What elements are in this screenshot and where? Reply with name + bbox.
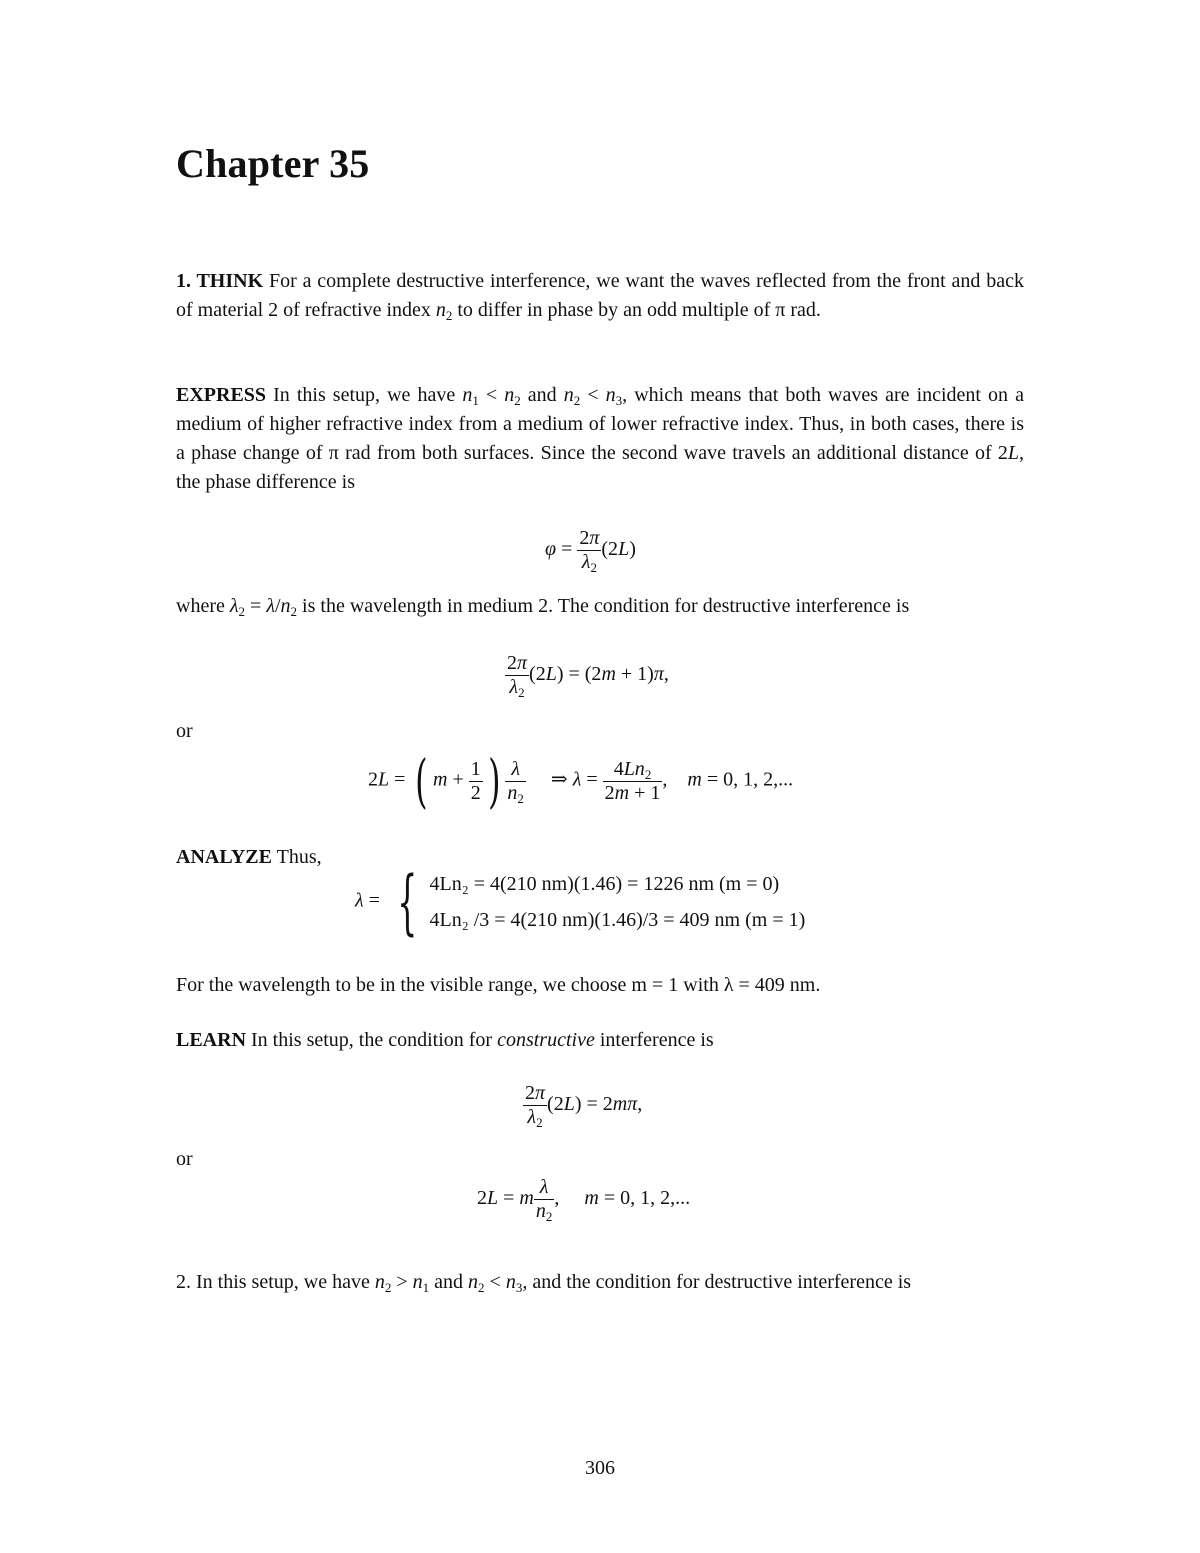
analyze-paragraph: ANALYZE Thus,: [176, 846, 322, 868]
constructive-emphasis: constructive: [497, 1029, 595, 1051]
intro-text-end: to differ in phase by an odd multiple of π rad.: [452, 299, 821, 321]
express-paragraph: EXPRESS In this setup, we have $n_1 < n_2$ and $n_2 < n_3$, which means that both waves are incident on a medium of higher refractive index from a medium of lower refractive index. Thus, in both cases, there is a phase change of π rad from both surfaces. Since the second wave travels an additional distance of 2L, the phase difference is: [176, 384, 1025, 493]
chapter-title: Chapter 35: [176, 141, 370, 186]
equation-constructive-length: 2L = m $\frac{\lambda}{n_2}$ , m = 0, 1, 2,...: [477, 1176, 691, 1224]
learn-label: LEARN: [176, 1029, 247, 1051]
analyze-label: ANALYZE: [176, 846, 272, 868]
case-m1: 4Ln₂ /3 = 4(210 nm)(1.46)/3 = 409 nm (m = 1): [429, 909, 806, 931]
equation-destructive-condition: $\frac{2\pi}{\lambda_2}$ (2L) = (2m + 1)π,: [507, 652, 669, 700]
equation-cases: λ = { 4Ln₂ = 4(210 nm)(1.46) = 1226 nm (m = 0) 4Ln₂ /3 = 4(210 nm)(1.46)/3 = 409 nm (m = 1): [355, 861, 806, 943]
n2-symbol: n: [435, 299, 446, 321]
express-label: EXPRESS: [176, 384, 267, 406]
think-label: 1. THINK: [176, 270, 264, 292]
case-m0: 4Ln₂ = 4(210 nm)(1.46) = 1226 nm (m = 0): [429, 873, 780, 895]
visible-range-sentence: For the wavelength to be in the visible range, we choose m = 1 with λ = 409 nm.: [176, 974, 821, 996]
or-label-1: or: [176, 720, 193, 742]
express-text-cont: which means that both waves are incident on a medium of higher refractive index from a medium of lower refractive index. Thus, in both cases, there is a phase change of π rad from both surfaces. Since the second wave travels an additional distance of 2: [176, 384, 1025, 464]
problem-2-paragraph: 2. In this setup, we have $n_2 > n_1$ and $n_2 < n_3$, and the condition for destructive interference is: [176, 1271, 912, 1295]
problem-1-intro: 1. THINK For a complete destructive interference, we want the waves reflected from the front and back of material 2 of refractive index $n_2$ to differ in phase by an odd multiple of π rad.: [176, 270, 1024, 323]
equation-constructive-condition: $\frac{2\pi}{\lambda_2}$ (2L) = 2mπ,: [525, 1082, 643, 1130]
page-number: 306: [585, 1457, 615, 1479]
or-label-2: or: [176, 1148, 193, 1170]
learn-paragraph: LEARN In this setup, the condition for constructive interference is: [176, 1029, 714, 1051]
equation-phase-difference: φ = $\frac{2\pi}{\lambda_2}$ (2L): [545, 527, 636, 575]
express-text-end: , the phase difference is: [176, 442, 1024, 493]
where-paragraph: where $\lambda_2 = \lambda/n_2$ is the wavelength in medium 2. The condition for destructive interference is: [176, 595, 910, 619]
equation-wavelength-destructive: 2L = ( m + $\frac{1}{2}$ ) $\frac{\lambda}{n_2}$ ⇒ λ = $\frac{4Ln_2}{2m + 1}$ , m = 0, 1, 2,...: [368, 747, 794, 815]
express-text: In this setup, we have: [273, 384, 463, 406]
intro-text: For a complete destructive interference, we want the waves reflected from the front and back of material 2 of refractive index: [176, 270, 1024, 321]
